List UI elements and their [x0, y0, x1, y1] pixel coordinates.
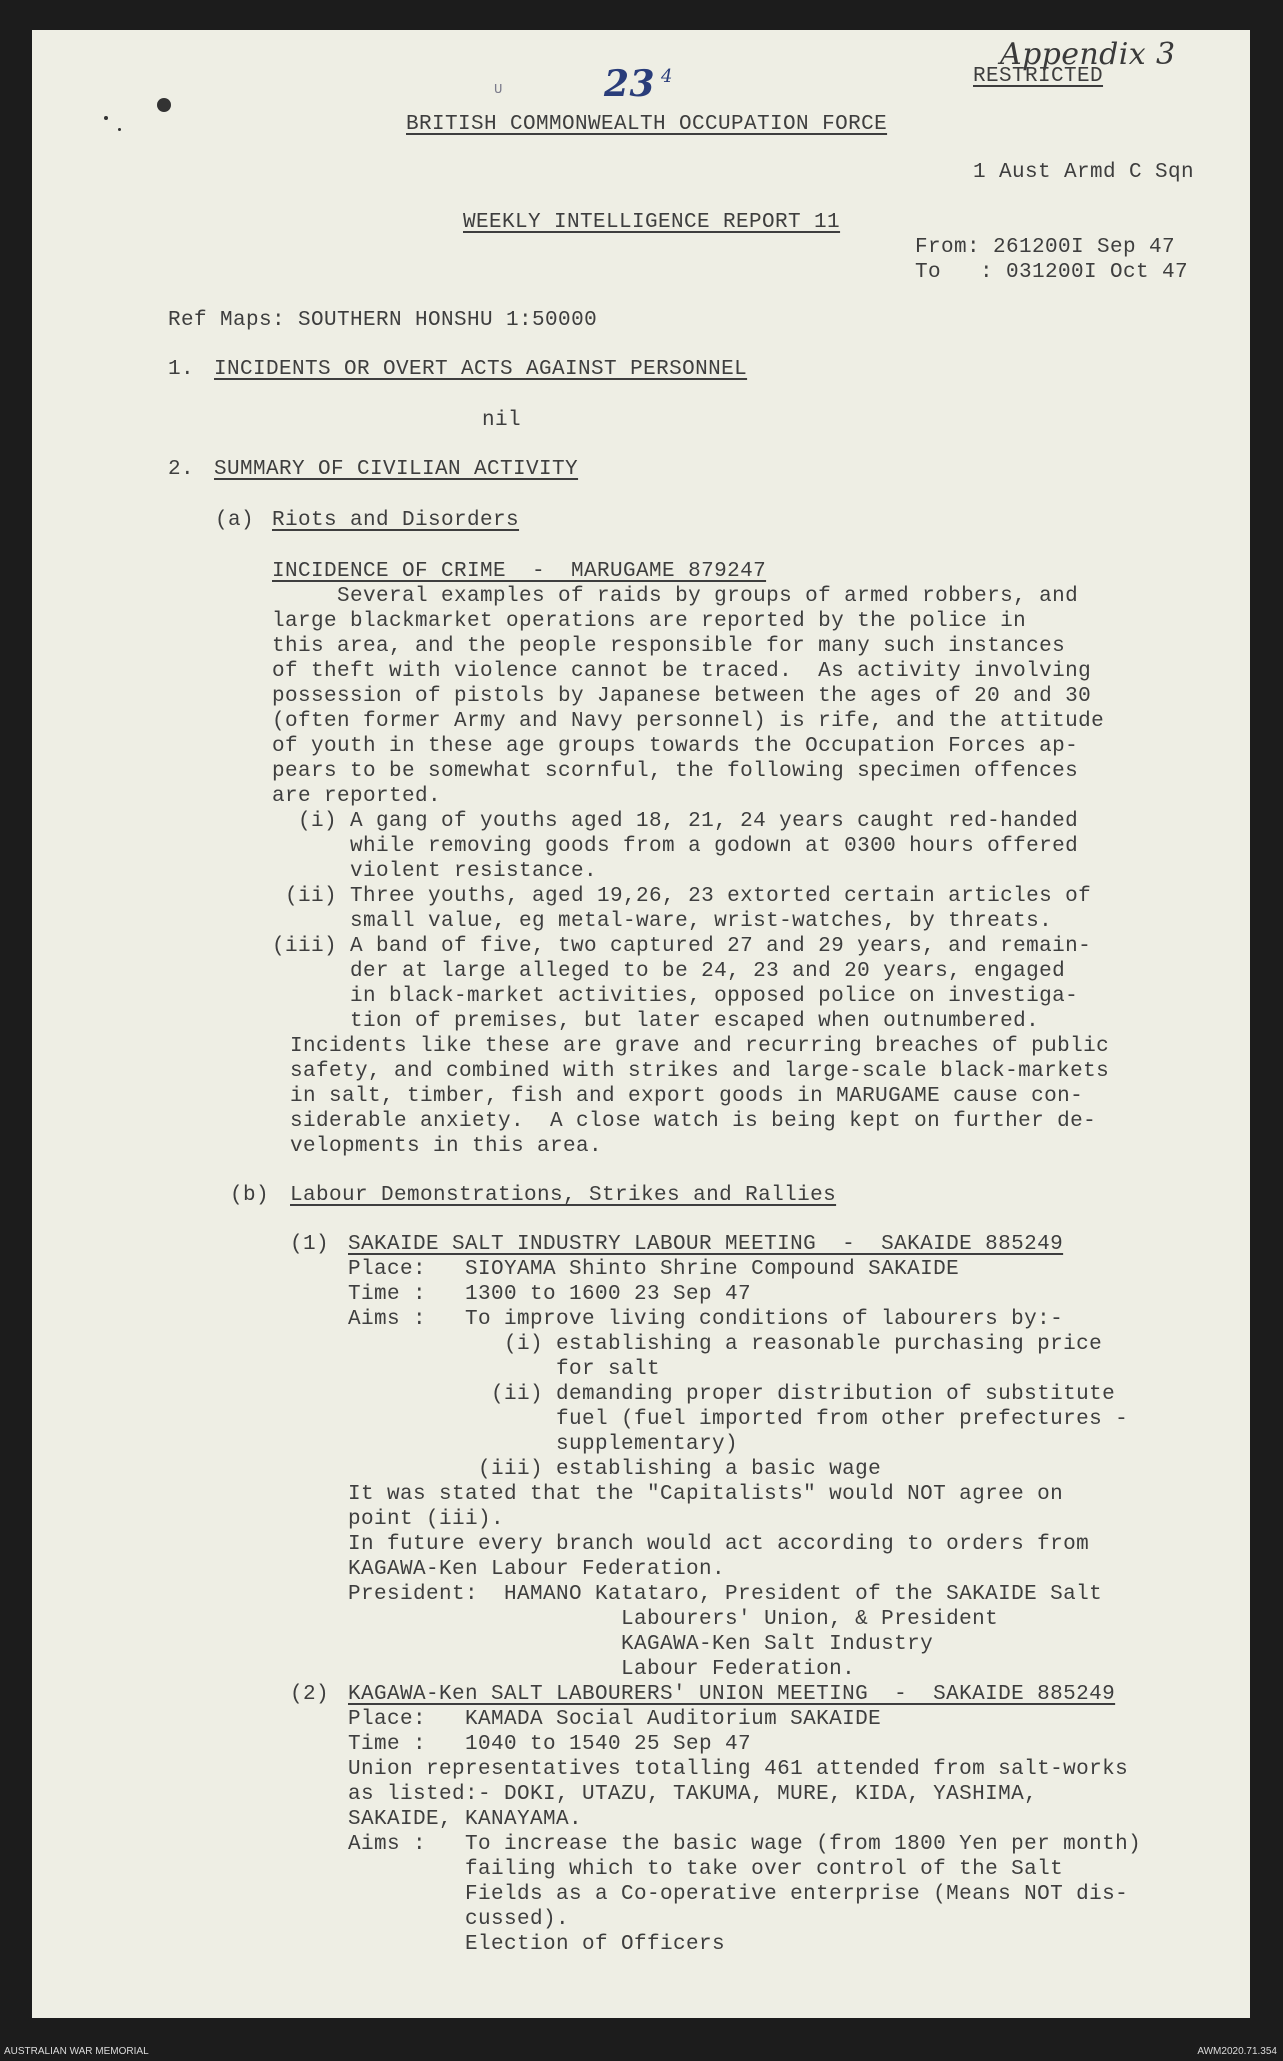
text-line: are reported.: [272, 785, 442, 808]
text-line: of theft with violence cannot be traced. As activity involving: [272, 660, 1092, 683]
list-item: (ii) Three youths, aged 19,26, 23 extorted certain articles of: [272, 885, 1092, 908]
list-item: (i) A gang of youths aged 18, 21, 24 years caught red-handed: [272, 810, 1079, 833]
punch-mark: [157, 98, 171, 112]
unit-name: 1 Aust Armd C Sqn: [973, 161, 1195, 184]
detail-line: supplementary): [348, 1433, 739, 1456]
meeting-2-number: (2): [290, 1683, 330, 1706]
period-to: To : 031200I Oct 47: [915, 261, 1189, 284]
text-line: possession of pistols by Japanese between the ages of 20 and 30: [272, 685, 1092, 708]
speck: [104, 116, 108, 120]
list-item: tion of premises, but later escaped when outnumbered.: [272, 1010, 1040, 1033]
meeting-1-number: (1): [290, 1233, 330, 1256]
ref-maps: Ref Maps: SOUTHERN HONSHU 1:50000: [168, 309, 598, 332]
detail-line: In future every branch would act according to orders from: [348, 1533, 1090, 1556]
subsection-b-heading: Labour Demonstrations, Strikes and Rallies: [290, 1184, 837, 1207]
detail-line: KAGAWA-Ken Labour Federation.: [348, 1558, 726, 1581]
text-line: in salt, timber, fish and export goods in MARUGAME cause con-: [290, 1085, 1084, 1108]
detail-line: It was stated that the "Capitalists" would NOT agree on: [348, 1483, 1064, 1506]
section-1-body: nil: [482, 409, 522, 432]
detail-line: cussed).: [348, 1908, 570, 1931]
list-item: in black-market activities, opposed police on investiga-: [272, 985, 1079, 1008]
detail-line: (ii) demanding proper distribution of substitute: [348, 1383, 1116, 1406]
text-line: pears to be somewhat scornful, the following specimen offences: [272, 760, 1079, 783]
small-mark: U: [494, 82, 503, 98]
section-2-heading: SUMMARY OF CIVILIAN ACTIVITY: [214, 458, 579, 481]
list-item: small value, eg metal-ware, wrist-watches, by threats.: [272, 910, 1053, 933]
detail-line: Place: KAMADA Social Auditorium SAKAIDE: [348, 1708, 882, 1731]
detail-line: KAGAWA-Ken Salt Industry: [348, 1633, 934, 1656]
classification: RESTRICTED: [973, 65, 1104, 88]
speck: [118, 128, 121, 131]
appendix-note: Appendix 3: [1000, 37, 1176, 72]
subsection-a-heading: Riots and Disorders: [272, 509, 520, 532]
section-2-number: 2.: [168, 458, 195, 481]
section-1-number: 1.: [168, 358, 195, 381]
period-from: From: 261200I Sep 47: [915, 236, 1176, 259]
text-line: (often former Army and Navy personnel) is rife, and the attitude: [272, 710, 1105, 733]
meeting-2-title: KAGAWA-Ken SALT LABOURERS' UNION MEETING - SAKAIDE 885249: [348, 1683, 1116, 1706]
detail-line: (iii) establishing a basic wage: [348, 1458, 882, 1481]
document-page: [32, 30, 1250, 2018]
detail-line: President: HAMANO Katataro, President of the SAKAIDE Salt: [348, 1583, 1103, 1606]
report-title: WEEKLY INTELLIGENCE REPORT 11: [463, 211, 841, 234]
detail-line: (i) establishing a reasonable purchasing price: [348, 1333, 1103, 1356]
detail-line: Election of Officers: [348, 1933, 726, 1956]
page-tick: 4: [661, 66, 673, 87]
detail-line: for salt: [348, 1358, 661, 1381]
footer-right: AWM2020.71.354: [1197, 2046, 1277, 2057]
detail-line: fuel (fuel imported from other prefectures -: [348, 1408, 1129, 1431]
text-line: of youth in these age groups towards the Occupation Forces ap-: [272, 735, 1079, 758]
text-line: velopments in this area.: [290, 1135, 603, 1158]
detail-line: as listed:- DOKI, UTAZU, TAKUMA, MURE, KIDA, YASHIMA,: [348, 1783, 1038, 1806]
detail-line: point (iii).: [348, 1508, 505, 1531]
text-line: Incidents like these are grave and recurring breaches of public: [290, 1035, 1110, 1058]
list-item: while removing goods from a godown at 0300 hours offered: [272, 835, 1079, 858]
subsection-b-label: (b): [230, 1184, 270, 1207]
detail-line: Place: SIOYAMA Shinto Shrine Compound SAKAIDE: [348, 1258, 960, 1281]
text-line: siderable anxiety. A close watch is being kept on further de-: [290, 1110, 1097, 1133]
list-item: violent resistance.: [272, 860, 598, 883]
footer-left: AUSTRALIAN WAR MEMORIAL: [4, 2046, 149, 2057]
text-line: this area, and the people responsible for many such instances: [272, 635, 1066, 658]
force-title: BRITISH COMMONWEALTH OCCUPATION FORCE: [406, 113, 888, 136]
detail-line: Fields as a Co-operative enterprise (Means NOT dis-: [348, 1883, 1129, 1906]
detail-line: failing which to take over control of the Salt: [348, 1858, 1064, 1881]
crime-heading: INCIDENCE OF CRIME - MARUGAME 879247: [272, 560, 767, 583]
detail-line: Time : 1300 to 1600 23 Sep 47: [348, 1283, 752, 1306]
section-1-heading: INCIDENTS OR OVERT ACTS AGAINST PERSONNEL: [214, 358, 748, 381]
text-line: safety, and combined with strikes and large-scale black-markets: [290, 1060, 1110, 1083]
page-number: 23: [604, 63, 655, 105]
detail-line: Labourers' Union, & President: [348, 1608, 999, 1631]
detail-line: Aims : To improve living conditions of labourers by:-: [348, 1308, 1064, 1331]
detail-line: Labour Federation.: [348, 1658, 856, 1681]
detail-line: Union representatives totalling 461 attended from salt-works: [348, 1758, 1129, 1781]
list-item: (iii) A band of five, two captured 27 and 29 years, and remain-: [272, 935, 1092, 958]
subsection-a-label: (a): [215, 509, 255, 532]
text-line: Several examples of raids by groups of armed robbers, and: [272, 585, 1079, 608]
detail-line: SAKAIDE, KANAYAMA.: [348, 1808, 583, 1831]
detail-line: Aims : To increase the basic wage (from 1800 Yen per month): [348, 1833, 1142, 1856]
meeting-1-title: SAKAIDE SALT INDUSTRY LABOUR MEETING - SAKAIDE 885249: [348, 1233, 1064, 1256]
list-item: der at large alleged to be 24, 23 and 20 years, engaged: [272, 960, 1066, 983]
detail-line: Time : 1040 to 1540 25 Sep 47: [348, 1733, 752, 1756]
text-line: large blackmarket operations are reported by the police in: [272, 610, 1027, 633]
